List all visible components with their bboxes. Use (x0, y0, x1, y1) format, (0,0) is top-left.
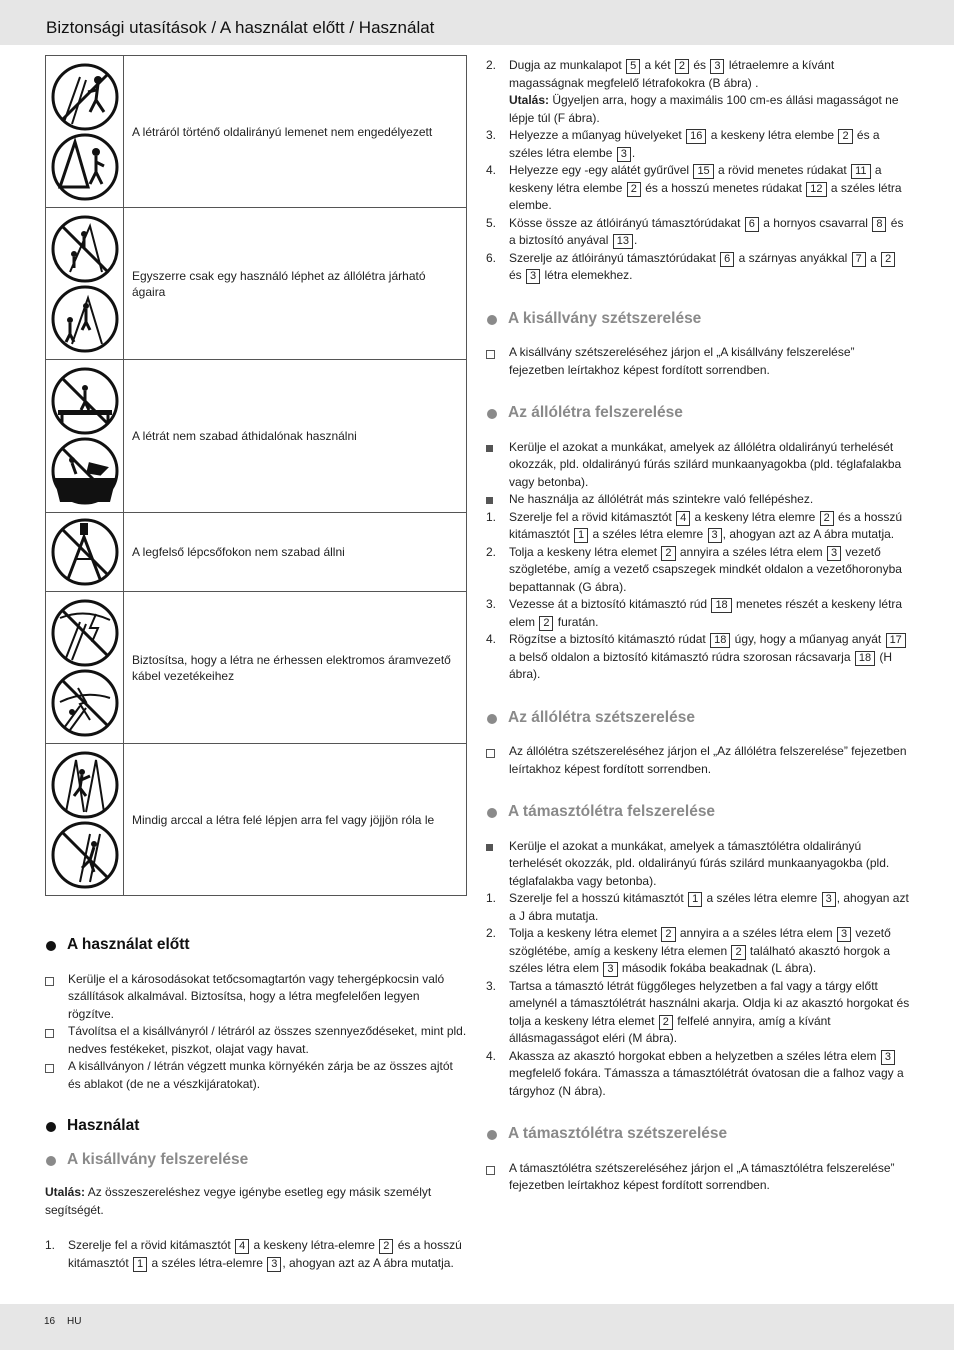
page-title: Biztonsági utasítások / A használat előtt / Használat (46, 18, 435, 37)
table-cell-text: Mindig arccal a létra felé lépjen arra fel vagy jöjjön róla le (124, 744, 467, 896)
language-code: HU (67, 1316, 82, 1327)
list-item: Az állólétra szétszereléséhez járjon el „Az állólétra felszerelése” fejezetben leírtakhoz képest fordított sorrendben. (486, 743, 910, 778)
power-line-forbidden-icon (50, 598, 120, 668)
table-cell-text: A legfelső lépcsőfokon nem szabad állni (124, 513, 467, 592)
page-footer (0, 1304, 954, 1350)
list-item: 6. Szerelje az átlóirányú támasztórúdakat 6 a szárnyas anyákkal 7 a 2 és 3 létra elemekhez. (486, 250, 910, 285)
section-heading: Használat (45, 1117, 467, 1135)
list-item: A támasztólétra szétszereléséhez járjon el „A támasztólétra felszerelése” fejezetben leírtakhoz képest fordított sorrendben. (486, 1160, 910, 1195)
table-cell-text: A létrát nem szabad áthidalónak használni (124, 360, 467, 513)
page-header (0, 0, 954, 45)
table-row (46, 744, 467, 896)
list-item: 2. Tolja a keskeny létra elemet 2 annyira a széles létra elem 3 vezető szögletébe, amíg a vezető csapszegek mindkét oldalon a vezetőhoronyba bepattannak (G ábra). (486, 544, 902, 594)
section-heading: A támasztólétra felszerelése (486, 803, 910, 821)
table-cell-text: Egyszerre csak egy használó léphet az állólétra járható ágaira (124, 208, 467, 360)
table-row (46, 513, 467, 592)
list-item: Kerülje el azokat a munkákat, amelyek az állólétra oldalirányú terhelését okozzák, pld. oldalirányú fúrás szilárd munkaanyagokba (pld. téglafalakba vagy betonba). (486, 439, 910, 492)
back-to-ladder-forbidden-icon (50, 820, 120, 890)
list-item: 2. Dugja az munkalapot 5 a két 2 és 3 létraelemre a kívánt magasságnak megfelelő létrafokokra (B ábra) . Utalás: Ügyeljen arra, hogy a maximális 100 cm-es állási magasságot ne lépje túl (F ábra). (486, 58, 899, 125)
two-users-forbidden-icon (50, 214, 120, 284)
list-item: 4. Rögzítse a biztosító kitámasztó rúdat 18 úgy, hogy a műanyag anyát 17 a belső oldalon a biztosító kitámasztó rúdra szorosan rácsavarja 18 (H ábra). (486, 631, 910, 684)
side-exit-forbidden-icon (50, 62, 120, 132)
list-item: 3. Tartsa a támasztó létrát függőleges helyzetben a fal vagy a tárgy előtt amelynél a támasztólétrát használni akarja. Oldja ki az akasztó horgokat és tolja a keskeny létra elemet 2 felfelé annyira, amíg a kívánt állásmagasságot eléri (M ábra). (486, 978, 910, 1045)
table-row (46, 56, 467, 208)
table-cell-text: Biztosítsa, hogy a létra ne érhessen elektromos áramvezető kábel vezetékeihez (124, 592, 467, 744)
list-item: 1. Szerelje fel a hosszú kitámasztót 1 a széles létra elemre 3 , ahogyan azt a J ábra mutatja. (486, 891, 909, 923)
wheelbarrow-forbidden-icon (50, 436, 120, 506)
section-heading: Az állólétra szétszerelése (486, 709, 910, 727)
section-heading: A kisállvány szétszerelése (486, 310, 910, 328)
face-ladder-icon (50, 750, 120, 820)
left-column (45, 930, 467, 1272)
table-row (46, 592, 467, 744)
top-step-forbidden-icon (50, 517, 120, 587)
section-heading: Az állólétra felszerelése (486, 404, 910, 422)
list-item: Távolítsa el a kisállványról / létráról az összes szennyeződéseket, mint pld. nedves festékeket, piszkot, olajat vagy havat. (45, 1023, 467, 1058)
list-item: 4. Akassza az akasztó horgokat ebben a helyzetben a széles létra elem 3 megfelelő fokára. Támassza a támasztólétrát óvatosan die a falhoz vagy a tárgyhoz (N ábra). (486, 1048, 904, 1098)
section-heading: A kisállvány felszerelése (45, 1151, 467, 1169)
one-user-ladder-icon (50, 284, 120, 354)
table-row (46, 360, 467, 513)
list-item: 3. Vezesse át a biztosító kitámasztó rúd 18 menetes részét a keskeny létra elem 2 furatán. (486, 597, 903, 629)
note: Utalás: Az összeszereléshez vegye igénybe esetleg egy másik személyt segítségét. (45, 1185, 432, 1217)
right-column (486, 57, 910, 1195)
list-item: 2. Tolja a keskeny létra elemet 2 annyira a a széles létra elem 3 vezető szöglétébe, amíg a keskeny létra elemen 2 található akasztó horgok a széles létra elem 3 második fokába beakadnak (L ábra). (486, 926, 891, 975)
section-heading: A használat előtt (45, 936, 467, 954)
list-item: Ne használja az állólétrát más szintekre való fellépéshez. (486, 491, 910, 509)
list-item: 1. Szerelje fel a rövid kitámasztót 4 a keskeny létra-elemre 2 és a hosszú kitámasztót 1 a széles létra-elemre 3 , ahogyan azt az A ábra mutatja. (45, 1238, 462, 1270)
electric-hazard-icon (50, 668, 120, 738)
list-item: A kisállványon / létrán végzett munka környékén zárja be az összes ajtót és ablakot (de ne a vészkijáratokat). (45, 1058, 467, 1093)
list-item: A kisállvány szétszereléséhez járjon el „A kisállvány felszerelése” fejezetben leírtakhoz képest fordított sorrendben. (486, 344, 910, 379)
page-number: 16 (44, 1316, 56, 1327)
section-heading: A támasztólétra szétszerelése (486, 1125, 910, 1143)
bridge-forbidden-icon (50, 366, 120, 436)
table-cell-text: A létráról történő oldalirányú lemenet nem engedélyezett (124, 56, 467, 208)
safety-table (45, 55, 467, 896)
list-item: Kerülje el azokat a munkákat, amelyek a támasztólétra oldalirányú terhelését okozzák, pld. oldalirányú fúrás szilárd munkaanyagokba (pld. téglafalakba vagy betonba). (486, 838, 910, 891)
ladder-warning-icon (50, 132, 120, 202)
list-item: 5. Kösse össze az átlóirányú támasztórúdakat 6 a hornyos csavarral 8 és a biztosító anyával 13 . (486, 215, 904, 247)
table-row (46, 208, 467, 360)
list-item: 1. Szerelje fel a rövid kitámasztót 4 a keskeny létra elemre 2 és a hosszú kitámasztót 1 a széles létra elemre 3 , ahogyan azt az A ábra mutatja. (486, 509, 903, 541)
list-item: Kerülje el a károsodásokat tetőcsomagtartón vagy tehergépkocsin való szállítások alkalmával. Biztosítsa, hogy a létra megfelelően legyen rögzítve. (45, 971, 467, 1024)
list-item: 4. Helyezze egy -egy alátét gyűrűvel 15 a rövid menetes rúdakat 11 a keskeny létra elembe 2 és a hosszú menetes rúdakat 12 a széles létra elembe. (486, 163, 902, 212)
list-item: 3. Helyezze a műanyag hüvelyeket 16 a keskeny létra elembe 2 és a széles létra elembe 3 . (486, 128, 880, 160)
